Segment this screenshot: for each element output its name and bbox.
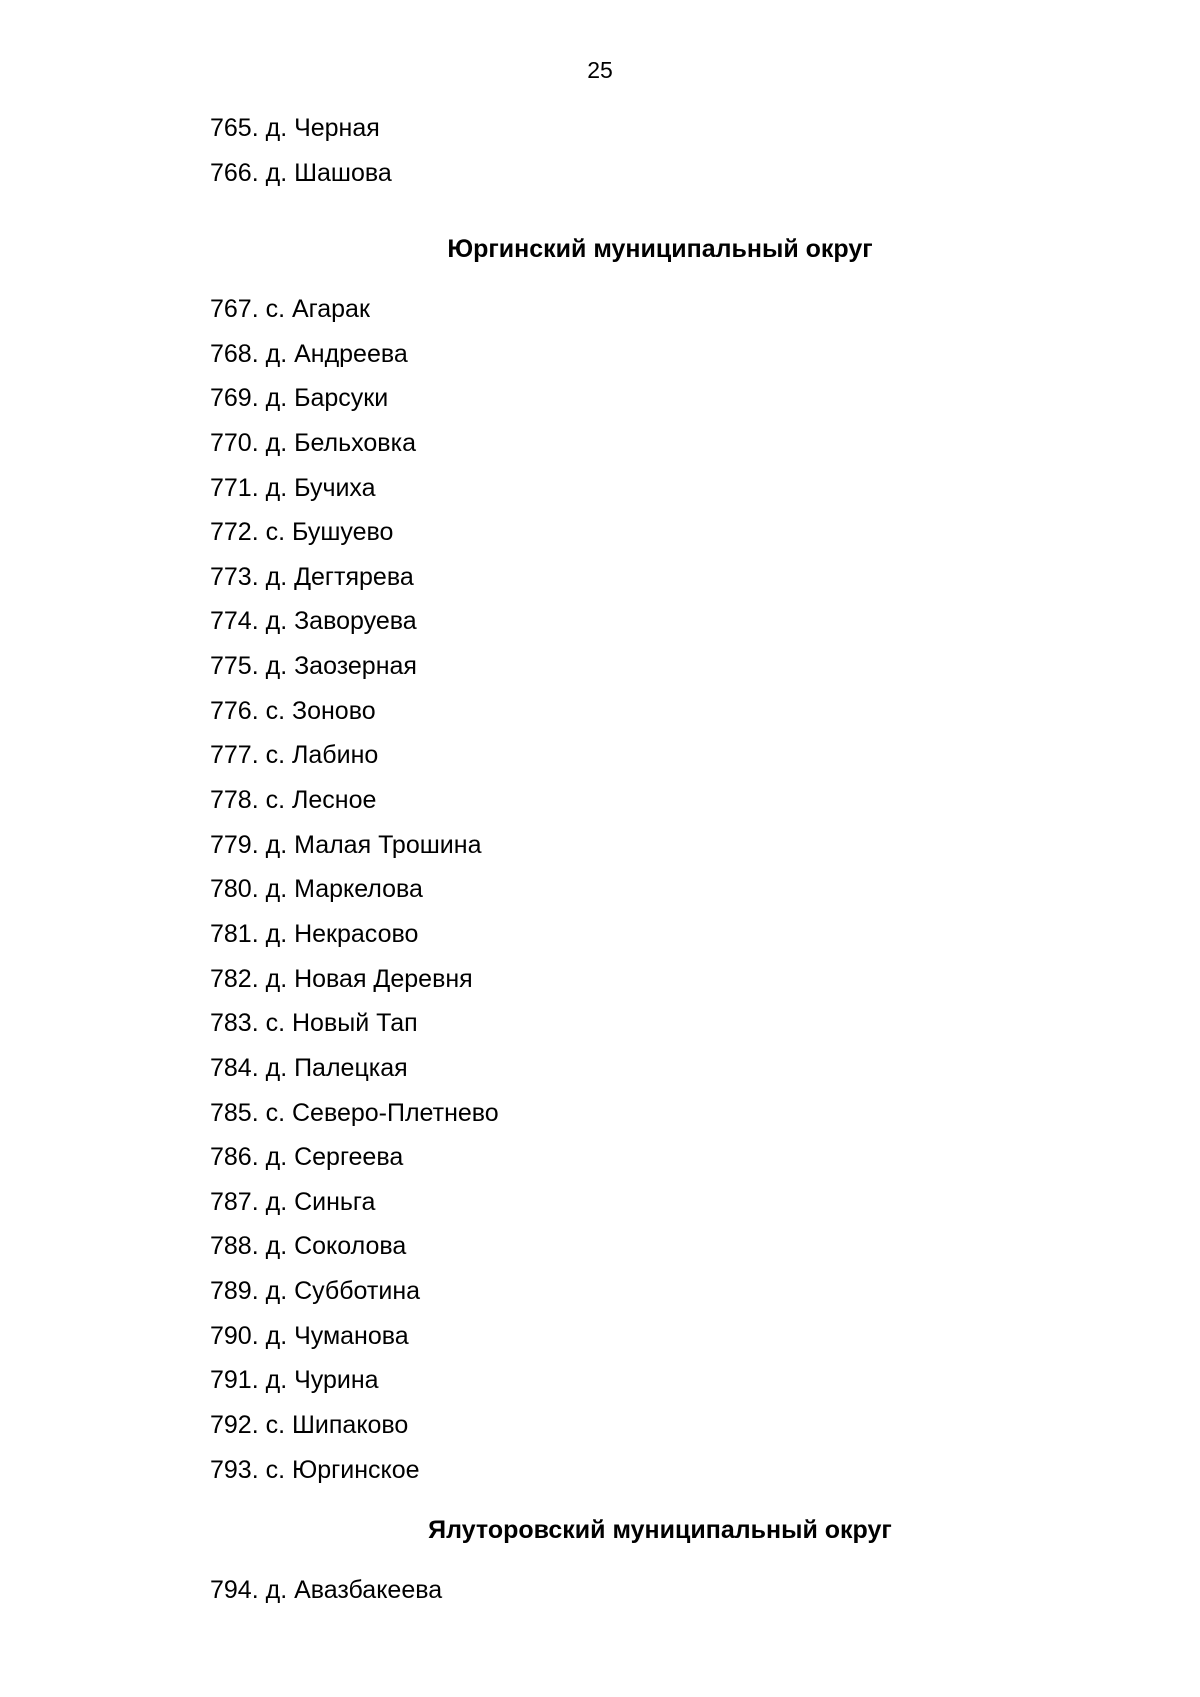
- list-item: 767. с. Агарак: [210, 295, 370, 323]
- list-item: 772. с. Бушуево: [210, 518, 394, 547]
- list-item: 770. д. Бельховка: [210, 428, 416, 457]
- list-item: 792. с. Шипаково: [210, 1411, 409, 1440]
- list-item: 787. д. Синьга: [210, 1187, 376, 1216]
- list-item: 766. д. Шашова: [210, 158, 392, 187]
- list-item: 775. д. Заозерная: [210, 652, 417, 681]
- list-item: 789. д. Субботина: [210, 1277, 421, 1306]
- list-item: 793. с. Юргинское: [210, 1455, 420, 1484]
- section-title-yalutorovsk: Ялуторовский муниципальный округ: [428, 1516, 892, 1544]
- list-item: 771. д. Бучиха: [210, 473, 376, 502]
- list-item: 785. с. Северо-Плетнево: [210, 1098, 499, 1127]
- section-title-yurga: Юргинский муниципальный округ: [447, 235, 873, 263]
- intro-list: [210, 113, 392, 202]
- list-item: 794. д. Авазбакеева: [210, 1576, 443, 1604]
- list-item: 769. д. Барсуки: [210, 384, 389, 413]
- yalutorovsk-list: [210, 1575, 442, 1620]
- list-item: 788. д. Соколова: [210, 1232, 407, 1261]
- list-item: 781. д. Некрасово: [210, 919, 419, 948]
- list-item: 768. д. Андреева: [210, 339, 408, 368]
- list-item: 778. с. Лесное: [210, 786, 377, 815]
- yurga-list: [210, 294, 499, 1499]
- list-item: 790. д. Чуманова: [210, 1321, 409, 1350]
- list-item: 783. с. Новый Тап: [210, 1009, 418, 1038]
- list-item: 782. д. Новая Деревня: [210, 964, 473, 993]
- list-item: 779. д. Малая Трошина: [210, 830, 482, 859]
- list-item: 765. д. Черная: [210, 114, 380, 142]
- list-item: 784. д. Палецкая: [210, 1053, 408, 1082]
- list-item: 776. с. Зоново: [210, 696, 376, 725]
- list-item: 773. д. Дегтярева: [210, 562, 414, 591]
- list-item: 786. д. Сергеева: [210, 1143, 404, 1172]
- page-number: 25: [587, 57, 613, 83]
- list-item: 777. с. Лабино: [210, 741, 379, 770]
- list-item: 791. д. Чурина: [210, 1366, 379, 1395]
- list-item: 780. д. Маркелова: [210, 875, 423, 904]
- list-item: 774. д. Заворуева: [210, 607, 417, 636]
